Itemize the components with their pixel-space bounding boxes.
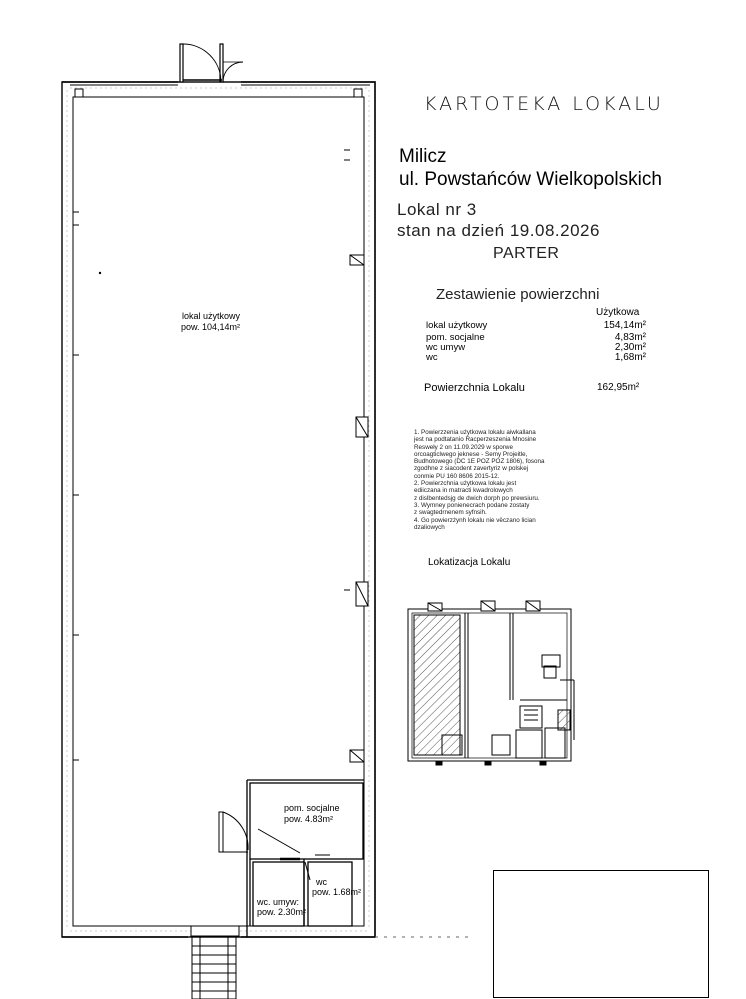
summary-row-value: 154,14m² <box>603 320 646 331</box>
status-date: stan na dzień 19.08.2026 <box>397 221 600 240</box>
social-room-area: pow. 4.83m² <box>284 814 334 824</box>
washroom-area: pow. 2.30m² <box>257 907 307 917</box>
wc-area: pow. 1.68m² <box>312 887 362 897</box>
summary-row-label: lokal użytkowy <box>426 320 488 331</box>
top-door <box>180 44 243 82</box>
note-line: Resweły 2 on 11.09.2029 w sporwe <box>414 443 513 451</box>
summary-row-label: wc umyw <box>426 342 466 353</box>
main-room-area: pow. 104,14m² <box>181 322 241 332</box>
note-line: dzaliowych <box>414 523 445 531</box>
note-line: zgodhne z siacodent zavertyriz w polskej <box>414 465 529 473</box>
summary-row-value: 2,30m² <box>614 342 646 353</box>
location-plan <box>408 601 574 765</box>
summary-row-value: 4,83m² <box>614 332 646 343</box>
bottom-stairs <box>191 926 239 999</box>
summary-title: Zestawienie powierzchni <box>436 286 600 303</box>
note-line: 2. Powierzchnia użytkowa lokalu jest <box>414 480 517 488</box>
left-wall-marks <box>73 212 79 760</box>
street-name: ul. Powstańców Wielkopolskich <box>399 169 662 190</box>
total-area-label: Powierzchnia Lokalu <box>424 382 525 394</box>
top-window <box>70 85 370 97</box>
notes-block <box>414 429 628 531</box>
total-area-value: 162,95m² <box>597 382 640 393</box>
main-room-name: lokal użytkowy <box>182 311 241 321</box>
marker-dot <box>99 272 101 274</box>
summary-row-value: 1,68m² <box>614 352 646 363</box>
city-name: Milicz <box>399 146 447 167</box>
note-line: z swagtedrnenem syfnsih. <box>414 509 487 517</box>
wc-name: wc <box>316 877 327 887</box>
note-line: 1. Powierzzenia użytkowa lokalu aiwkallana <box>414 429 536 436</box>
note-line: orcoagticlwego jeknese - Semy Projeitle, <box>414 450 528 458</box>
location-label: Lokatizacja Lokalu <box>428 557 511 568</box>
washroom-name: wc. umyw: <box>257 897 300 907</box>
summary-column-header: Użytkowa <box>596 307 640 318</box>
social-room-name: pom. socjalne <box>284 803 340 813</box>
note-line: conmie PU 160 8606 2015-12. <box>414 472 500 480</box>
stamp-box <box>493 870 709 998</box>
floor-label: PARTER <box>493 245 560 262</box>
note-line: z dislbentedsjg de dwich dorph po prewsiuru. <box>414 494 540 502</box>
note-line: Budhotowego (DC 1E POZ POZ 1806), fosona <box>414 458 545 466</box>
page-title: KARTOTEKA LOKALU <box>424 93 664 115</box>
note-line: 3. Wymney ponienecrach podane zostaty <box>414 501 530 509</box>
note-line: jest na podtatanio Racperzeszenia Mnosine <box>414 436 537 444</box>
note-line: ediiczana in matracti kwadrolowych <box>414 487 513 495</box>
note-line: 4. Go powierzżynh lokalu nie vëczano lician <box>414 516 536 524</box>
summary-row-label: pom. socjalne <box>426 332 485 343</box>
unit-number: Lokal nr 3 <box>397 200 477 219</box>
summary-row-label: wc <box>426 352 438 363</box>
